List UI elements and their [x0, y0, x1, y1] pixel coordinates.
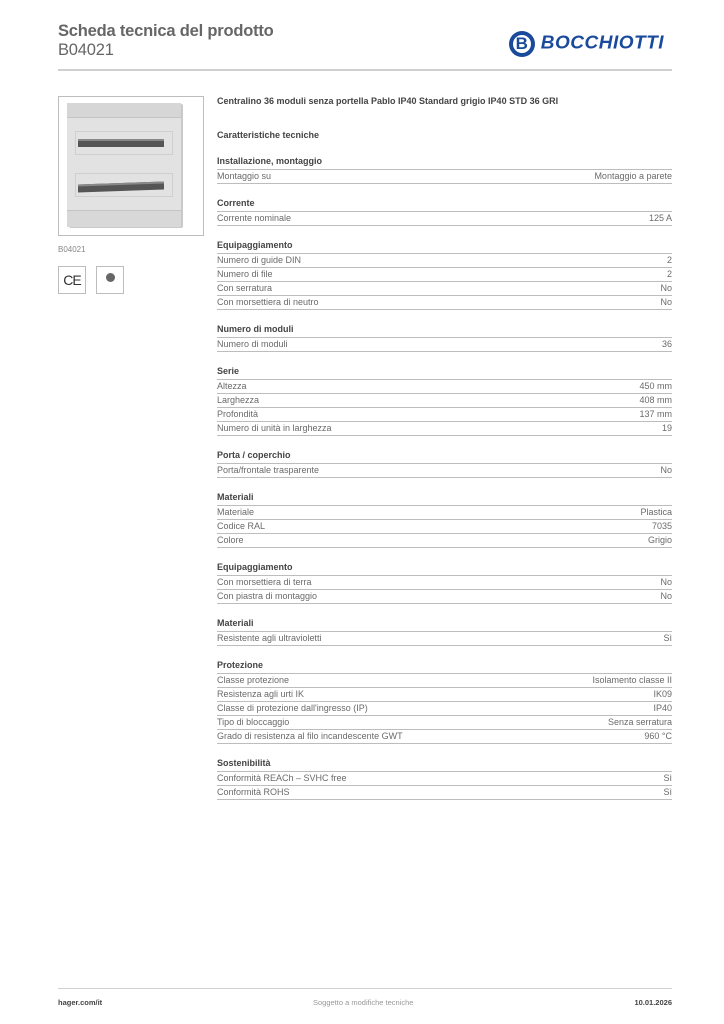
spec-group [217, 660, 672, 744]
spec-label: Conformità REACh – SVHC free [217, 773, 347, 783]
spec-value: 408 mm [639, 395, 672, 405]
spec-group [217, 758, 672, 800]
spec-row [217, 520, 672, 534]
spec-groups [217, 156, 672, 800]
product-name: Centralino 36 moduli senza portella Pablo IP40 Standard grigio IP40 STD 36 GRI [217, 96, 559, 106]
spec-value: No [660, 577, 672, 587]
spec-value: Senza serratura [607, 717, 672, 727]
spec-group [217, 366, 672, 436]
spec-value: Isolamento classe II [592, 675, 672, 685]
spec-group-title: Installazione, montaggio [217, 156, 672, 170]
spec-row [217, 464, 672, 478]
spec-group [217, 156, 672, 184]
spec-row [217, 576, 672, 590]
footer-date: 10.01.2026 [634, 998, 672, 1007]
technical-specs [217, 96, 672, 800]
spec-label: Altezza [217, 381, 247, 391]
spec-label: Codice RAL [217, 521, 266, 531]
spec-value: No [660, 591, 672, 601]
product-code: B04021 [58, 41, 114, 59]
spec-label: Con piastra di montaggio [217, 591, 318, 601]
spec-label: Con morsettiera di neutro [217, 297, 319, 307]
spec-row [217, 534, 672, 548]
spec-group [217, 562, 672, 604]
spec-label: Montaggio su [217, 171, 272, 181]
spec-row [217, 702, 672, 716]
spec-row [217, 786, 672, 800]
spec-value: Sì [663, 773, 672, 783]
spec-value: IK09 [653, 689, 672, 699]
spec-row [217, 212, 672, 226]
spec-row [217, 254, 672, 268]
spec-value: Plastica [640, 507, 672, 517]
spec-label: Larghezza [217, 395, 260, 405]
product-image [58, 96, 204, 236]
spec-label: Porta/frontale trasparente [217, 465, 320, 475]
spec-label: Con morsettiera di terra [217, 577, 312, 587]
spec-group-title: Materiali [217, 492, 672, 506]
spec-label: Numero di unità in larghezza [217, 423, 332, 433]
spec-row [217, 730, 672, 744]
spec-label: Resistenza agli urti IK [217, 689, 305, 699]
spec-row [217, 422, 672, 436]
spec-value: 137 mm [639, 409, 672, 419]
brand-name: BOCCHIOTTI [540, 33, 664, 54]
spec-value: 2 [666, 255, 672, 265]
section-title: Caratteristiche tecniche [217, 130, 320, 140]
spec-value: 450 mm [639, 381, 672, 391]
spec-label: Corrente nominale [217, 213, 292, 223]
spec-row [217, 408, 672, 422]
spec-value: 36 [661, 339, 672, 349]
spec-label: Classe di protezione dall'ingresso (IP) [217, 703, 368, 713]
spec-value: No [660, 465, 672, 475]
spec-group [217, 324, 672, 352]
spec-row [217, 170, 672, 184]
spec-group-title: Serie [217, 366, 672, 380]
spec-label: Con serratura [217, 283, 273, 293]
quality-mark-icon [96, 266, 124, 294]
spec-row [217, 688, 672, 702]
spec-value: Sì [663, 633, 672, 643]
header-divider [58, 69, 672, 71]
spec-value: 125 A [648, 213, 672, 223]
spec-value: No [660, 283, 672, 293]
brand-logo-icon: B [509, 31, 535, 57]
spec-row [217, 296, 672, 310]
footer-divider [58, 988, 672, 989]
page-footer [58, 998, 672, 1010]
spec-label: Tipo di bloccaggio [217, 717, 290, 727]
footer-notice: Soggetto a modifiche tecniche [313, 998, 414, 1007]
spec-group [217, 198, 672, 226]
spec-label: Conformità ROHS [217, 787, 290, 797]
spec-label: Profondità [217, 409, 259, 419]
ce-mark-icon: CE [58, 266, 86, 294]
spec-group-title: Protezione [217, 660, 672, 674]
enclosure-illustration [67, 103, 181, 227]
product-sidebar [58, 96, 204, 294]
spec-label: Numero di moduli [217, 339, 288, 349]
spec-group-title: Corrente [217, 198, 672, 212]
spec-value: Sì [663, 787, 672, 797]
spec-row [217, 380, 672, 394]
spec-row [217, 338, 672, 352]
spec-row [217, 716, 672, 730]
spec-row [217, 282, 672, 296]
certification-marks [58, 266, 204, 294]
spec-label: Classe protezione [217, 675, 290, 685]
spec-row [217, 394, 672, 408]
spec-row [217, 632, 672, 646]
spec-row [217, 772, 672, 786]
spec-row [217, 506, 672, 520]
spec-group [217, 240, 672, 310]
spec-label: Grado di resistenza al filo incandescente GWT [217, 731, 403, 741]
spec-value: 7035 [651, 521, 672, 531]
spec-group [217, 618, 672, 646]
page-header [58, 20, 672, 72]
spec-value: 960 °C [644, 731, 672, 741]
spec-group [217, 450, 672, 478]
spec-value: 2 [666, 269, 672, 279]
spec-label: Materiale [217, 507, 255, 517]
spec-label: Numero di guide DIN [217, 255, 302, 265]
spec-row [217, 674, 672, 688]
spec-group-title: Sostenibilità [217, 758, 672, 772]
website-link[interactable]: hager.com/it [58, 998, 103, 1007]
spec-value: Montaggio a parete [594, 171, 672, 181]
brand-logo [509, 29, 664, 59]
spec-value: IP40 [653, 703, 672, 713]
spec-label: Colore [217, 535, 244, 545]
spec-value: Grigio [647, 535, 672, 545]
spec-group-title: Porta / coperchio [217, 450, 672, 464]
spec-group-title: Materiali [217, 618, 672, 632]
spec-label: Resistente agli ultravioletti [217, 633, 322, 643]
spec-label: Numero di file [217, 269, 273, 279]
document-title: Scheda tecnica del prodotto [58, 22, 274, 40]
spec-group-title: Equipaggiamento [217, 240, 672, 254]
spec-group-title: Numero di moduli [217, 324, 672, 338]
spec-group [217, 492, 672, 548]
image-caption: B04021 [58, 245, 86, 254]
spec-value: No [660, 297, 672, 307]
spec-row [217, 268, 672, 282]
spec-row [217, 590, 672, 604]
spec-value: 19 [661, 423, 672, 433]
spec-group-title: Equipaggiamento [217, 562, 672, 576]
